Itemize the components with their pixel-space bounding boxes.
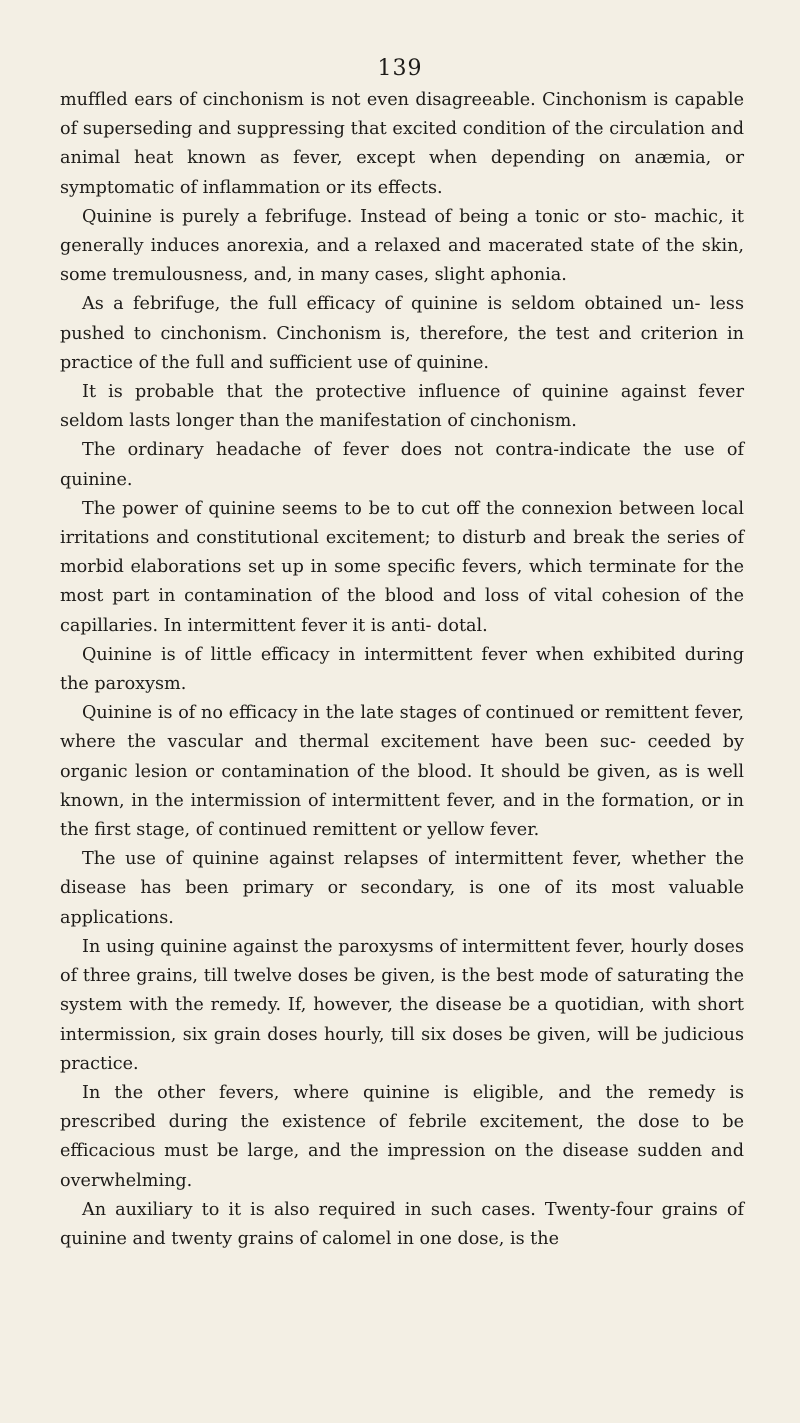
paragraph: The ordinary headache of fever does not contra-indicate the use of quinine. xyxy=(60,440,744,490)
paragraph: The use of quinine against relapses of intermittent fever, whether the disease has been primary or secondary, is one of its most valuable applications. xyxy=(60,849,744,928)
paragraph: The power of quinine seems to be to cut off the connexion between local irritations and constitutional excitement; to disturb and break the series of morbid elaborations set up in some specific fevers, which terminate for the most part in contamination of the blood and loss of vital cohesion of the capillaries. In intermittent fever it is anti- dotal. xyxy=(60,498,744,636)
paragraph: An auxiliary to it is also required in such cases. Twenty-four grains of quinine and twenty grains of calomel in one dose, is the xyxy=(60,1199,744,1249)
paragraph: It is probable that the protective influence of quinine against fever seldom lasts longer than the manifestation of cinchonism. xyxy=(60,382,744,432)
body-text xyxy=(60,86,744,1254)
page-number: 139 xyxy=(377,56,423,81)
paragraph: Quinine is of little efficacy in intermittent fever when exhibited during the paroxysm. xyxy=(60,644,744,695)
paragraph: In the other fevers, where quinine is eligible, and the remedy is prescribed during the existence of febrile excitement, the dose to be efficacious must be large, and the impression on the disease sudden and overwhelming. xyxy=(60,1082,744,1191)
paragraph: muffled ears of cinchonism is not even disagreeable. Cinchonism is capable of superseding and suppressing that excited condition of the circulation and animal heat known as fever, except when depending on anæmia, or symptomatic of inflammation or its effects. xyxy=(60,90,744,198)
paragraph: Quinine is purely a febrifuge. Instead of being a tonic or sto- machic, it generally induces anorexia, and a relaxed and macerated state of the skin, some tremulousness, and, in many cases, slight aphonia. xyxy=(60,206,744,286)
paragraph: In using quinine against the paroxysms of intermittent fever, hourly doses of three grains, till twelve doses be given, is the best mode of saturating the system with the remedy. If, however, the disease be a quotidian, with short intermission, six grain doses hourly, till six doses be given, will be judicious practice. xyxy=(60,936,744,1074)
paragraph: Quinine is of no efficacy in the late stages of continued or remittent fever, where the vascular and thermal excitement have been suc- ceeded by organic lesion or contamination of the blood. It should be given, as is well known, in the intermission of intermittent fever, and in the formation, or in the first stage, of continued remittent or yellow fever. xyxy=(60,703,744,841)
paragraph: As a febrifuge, the full efficacy of quinine is seldom obtained un- less pushed to cinchonism. Cinchonism is, therefore, the test and criterion in practice of the full and sufficient use of quinine. xyxy=(60,294,744,373)
